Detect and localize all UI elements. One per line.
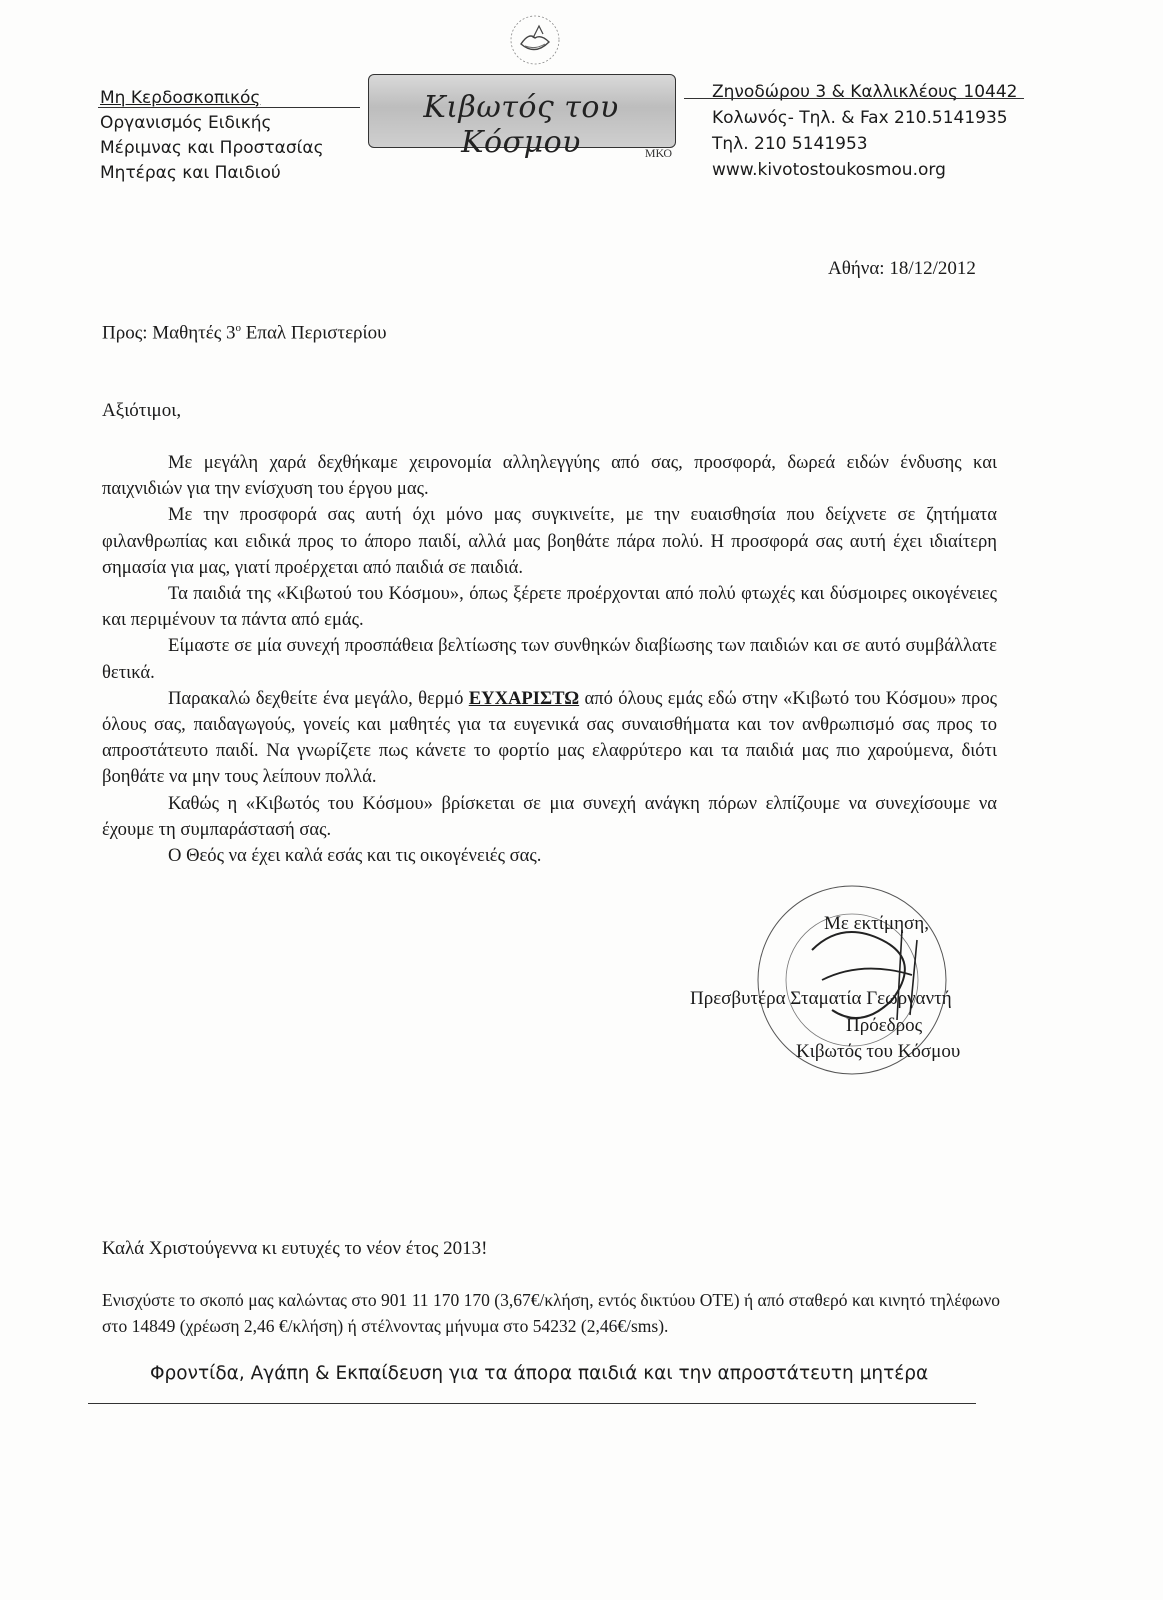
holiday-greeting: Καλά Χριστούγεννα κι ευτυχές το νέον έτος 2013! [102,1238,488,1259]
phone-line: Τηλ. 210 5141953 [712,134,868,154]
paragraph-text: από όλους εμάς εδώ στην «Κιβωτό του Κόσμου» προς όλους σας, παιδαγωγούς, γονείς και μαθητές για τα ευγενικά σας συναισθήματα και τον ανθρωπισμό σας προς το απροστάτευτο παιδί. Να γνωρίζετε πως κάνετε το φορτίο μας ελαφρύτερο και τα παιδιά μας πιο χαρούμενα, διότι βοηθάτε να μην τους λείπουν πολλά. [102,687,997,788]
org-contact [712,79,1017,183]
paragraph: Με την προσφορά σας αυτή όχι μόνο μας συγκινείτε, με την ευαισθησία που δείχνετε σε ζητήματα φιλανθρωπίας και ειδικά προς το άπορο παιδί, αλλά μας βοηθάτε πάρα πολύ. Η προσφορά σας αυτή έχει ιδιαίτερη σημασία για μας, γιατί προέρχεται από παιδιά σε παιδιά. [102,504,997,578]
address-line: Ζηνοδώρου 3 & Καλλικλέους 10442 [712,82,1018,102]
recipient-suffix: Επαλ Περιστερίου [241,322,387,344]
header-divider-right [684,98,1024,99]
paragraph: Καθώς η «Κιβωτός του Κόσμου» βρίσκεται σε μια συνεχή ανάγκη πόρων ελπίζουμε να συνεχίσουμε να έχουμε τη συμπαράστασή σας. [102,792,997,840]
logo-banner [368,74,678,160]
paragraph: Ο Θεός να έχει καλά εσάς και τις οικογένειές σας. [168,845,542,867]
signatory-org: Κιβωτός του Κόσμου [796,1041,961,1062]
org-emblem-icon [505,12,565,70]
signatory-role: Πρόεδρος [846,1015,923,1036]
phone-fax-line: Κολωνός- Τηλ. & Fax 210.5141935 [712,108,1008,128]
letter-salutation: Αξιότιμοι, [102,400,182,421]
org-line: Μέριμνας και Προστασίας [100,138,324,158]
letter-recipient [102,322,387,344]
letter-body [102,450,997,869]
signature-regards: Με εκτίμηση, [824,913,929,934]
paragraph [102,686,997,791]
footer-divider [88,1403,976,1404]
thanks-emphasis: ΕΥΧΑΡΙΣΤΩ [468,687,580,709]
org-tagline: Φροντίδα, Αγάπη & Εκπαίδευση για τα άπορα παιδιά και την απροστάτευτη μητέρα [150,1363,929,1384]
letter-date: Αθήνα: 18/12/2012 [828,258,976,279]
header-divider-left [98,107,360,108]
org-description [100,86,324,186]
org-line: Μη Κερδοσκοπικός [100,88,261,108]
recipient-superscript: ο [235,322,242,334]
paragraph-text: Παρακαλώ δεχθείτε ένα μεγάλο, θερμό [168,687,469,709]
website-line: www.kivotostoukosmou.org [712,160,946,180]
paragraph: Είμαστε σε μία συνεχή προσπάθεια βελτίωσης των συνθηκών διαβίωσης των παιδιών και σε αυτό συμβάλλατε θετικά. [102,635,997,683]
org-line: Μητέρας και Παιδιού [100,163,281,183]
logo-suffix: ΜΚΟ [644,146,672,160]
paragraph: Τα παιδιά της «Κιβωτού του Κόσμου», όπως ξέρετε προέρχονται από πολύ φτωχές και δύσμοιρες οικογένειες και περιμένουν τα πάντα από εμάς. [102,583,997,631]
paragraph: Με μεγάλη χαρά δεχθήκαμε χειρονομία αλληλεγγύης από σας, προσφορά, δωρεά ειδών ένδυσης και παιχνιδιών για την ενίσχυση του έργου μας. [102,452,997,500]
org-line: Οργανισμός Ειδικής [100,113,272,133]
logo-title: Κιβωτός του Κόσμου [423,90,619,160]
signatory-name: Πρεσβυτέρα Σταματία Γεωργαντή [690,988,952,1009]
donation-info: Ενισχύστε το σκοπό μας καλώντας στο 901 11 170 170 (3,67€/κλήση, εντός δικτύου ΟΤΕ) ή από σταθερό και κινητό τηλέφωνο στο 14849 (χρέωση 2,46 €/κλήση) ή στέλνοντας μήνυμα στο 54232 (2,46€/sms). [102,1290,1000,1336]
recipient-prefix: Προς: Μαθητές 3 [102,322,236,344]
